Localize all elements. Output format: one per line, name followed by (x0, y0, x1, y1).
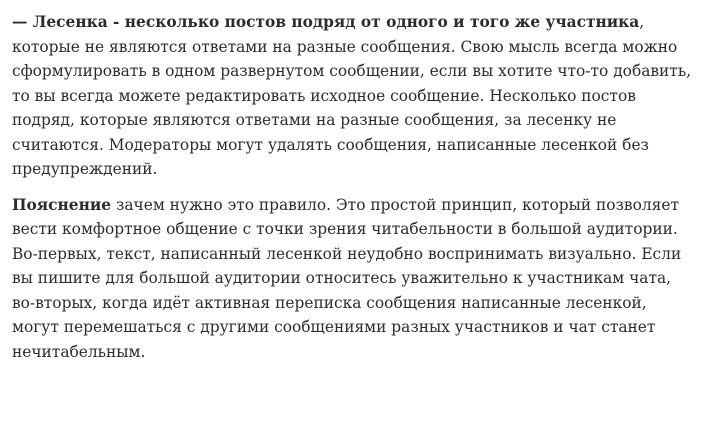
rules-document (12, 10, 696, 364)
rule-dash: — (12, 13, 33, 31)
explanation-title: Пояснение (12, 195, 112, 214)
explanation-body: зачем нужно это правило. Это простой принцип, который позволяет вести комфортное общение с точки зрения читабельности в большой аудитории. Во-первых, текст, написанный лесенкой неудобно воспринимать визуально. Если вы пишите для большой аудитории относитесь уважительно к участникам чата, во-вторых, когда идёт активная переписка сообщения написанные лесенкой, могут перемешаться с другими сообщениями разных участников и чат станет нечитабельным. (12, 195, 682, 361)
rule-body: , которые не являются ответами на разные сообщения. Свою мысль всегда можно сформулировать в одном развернутом сообщении, если вы хотите что-то добавить, то вы всегда можете редактировать исходное сообщение. Несколько постов подряд, которые являются ответами на разные сообщения, за лесенку не считаются. Модераторы могут удалять сообщения, написанные лесенкой без предупреждений. (12, 13, 692, 178)
rule-paragraph (12, 10, 696, 182)
explanation-paragraph (12, 193, 696, 365)
rule-title: Лесенка - несколько постов подряд от одного и того же участника (32, 13, 640, 31)
